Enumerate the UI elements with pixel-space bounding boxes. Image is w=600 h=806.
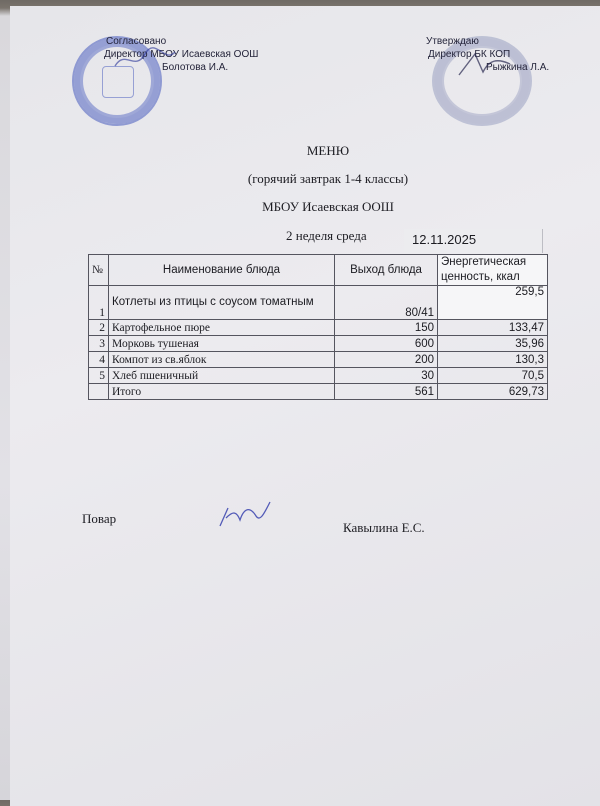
row-kcal: 133,47 — [438, 320, 548, 336]
total-label: Итого — [109, 384, 335, 400]
row-number: 3 — [89, 336, 109, 352]
approval-right-line3: Рыжкина Л.А. — [486, 62, 550, 73]
table-row — [89, 286, 548, 320]
row-dish-name: Хлеб пшеничный — [109, 368, 335, 384]
total-kcal: 629,73 — [438, 384, 548, 400]
row-dish-name: Котлеты из птицы с соусом томатным — [109, 286, 335, 320]
row-kcal: 35,96 — [438, 336, 548, 352]
left-signature-icon — [110, 44, 180, 74]
row-yield: 600 — [335, 336, 438, 352]
table-header-row — [89, 255, 548, 286]
total-yield: 561 — [335, 384, 438, 400]
row-number: 5 — [89, 368, 109, 384]
table-row — [89, 368, 548, 384]
school-name: МБОУ Исаевская ООШ — [262, 199, 394, 214]
cook-signature-icon — [214, 498, 274, 532]
row-dish-name: Компот из св.яблок — [109, 352, 335, 368]
approval-right-line1: Утверждаю — [426, 36, 479, 47]
row-number: 1 — [89, 286, 109, 320]
right-signature-icon — [455, 50, 515, 80]
header-number: № — [89, 255, 109, 286]
cook-label: Повар — [82, 511, 117, 526]
header-energy: Энергетическая ценность, ккал — [438, 255, 548, 286]
date-box — [404, 229, 543, 253]
row-number: 4 — [89, 352, 109, 368]
table-row — [89, 352, 548, 368]
cook-name: Кавылина Е.С. — [343, 520, 425, 535]
table-total-row — [89, 384, 548, 400]
approval-left-line3: Болотова И.А. — [162, 62, 229, 73]
row-yield: 200 — [335, 352, 438, 368]
row-yield: 30 — [335, 368, 438, 384]
row-yield: 150 — [335, 320, 438, 336]
table-row — [89, 336, 548, 352]
row-kcal: 130,3 — [438, 352, 548, 368]
menu-date: 12.11.2025 — [412, 232, 477, 247]
approval-left-line1: Согласовано — [106, 36, 167, 47]
menu-table — [88, 254, 548, 400]
approval-right-line2: Директор БК КОП — [428, 49, 511, 60]
row-yield: 80/41 — [335, 286, 438, 320]
row-number: 2 — [89, 320, 109, 336]
week-day: 2 неделя среда — [286, 228, 367, 243]
total-number — [89, 384, 109, 400]
document-page — [10, 6, 600, 806]
header-dish-name: Наименование блюда — [109, 255, 335, 286]
row-dish-name: Картофельное пюре — [109, 320, 335, 336]
approval-left-line2: Директор МБОУ Исаевская ООШ — [104, 49, 259, 60]
menu-subtitle: (горячий завтрак 1-4 классы) — [247, 171, 409, 186]
row-kcal: 70,5 — [438, 368, 548, 384]
row-kcal: 259,5 — [438, 286, 548, 320]
menu-title: МЕНЮ — [306, 143, 350, 158]
row-dish-name: Морковь тушеная — [109, 336, 335, 352]
header-yield: Выход блюда — [335, 255, 438, 286]
table-row — [89, 320, 548, 336]
